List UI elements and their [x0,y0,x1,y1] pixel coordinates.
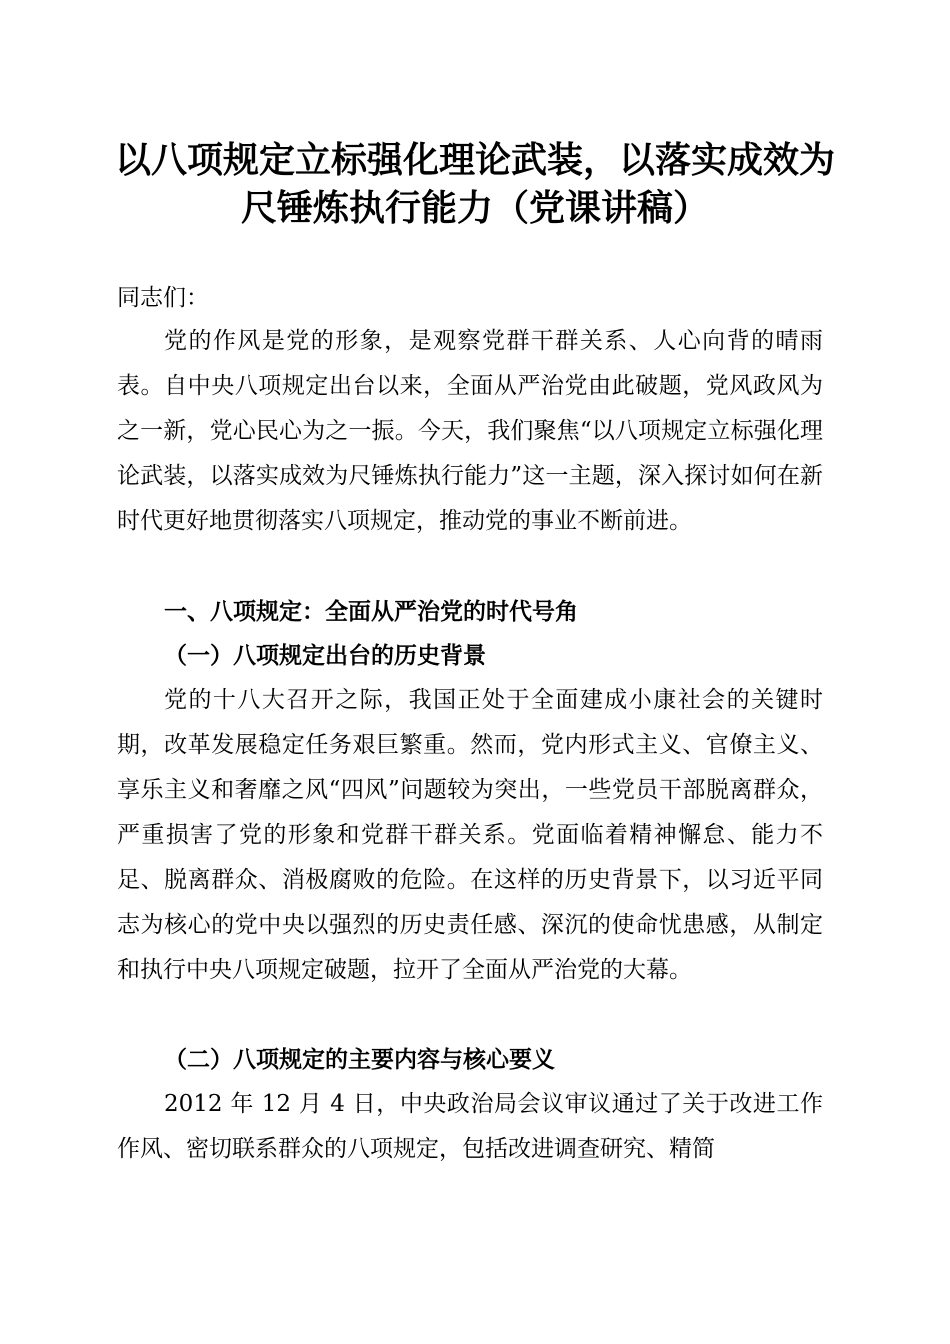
subsection-heading-1: （一）八项规定出台的历史背景 [164,642,486,669]
subsection-heading-2: （二）八项规定的主要内容与核心要义 [164,1046,555,1073]
paragraph-history: 党的十八大召开之际，我国正处于全面建成小康社会的关键时期，改革发展稳定任务艰巨繁重。然而，党内形式主义、官僚主义、享乐主义和奢靡之风“四风”问题较为突出，一些党员干部脱离群众，严重损害了党的形象和党群干群关系。党面临着精神懈怠、能力不足、脱离群众、消极腐败的危险。在这样的历史背景下，以习近平同志为核心的党中央以强烈的历史责任感、深沉的使命忧患感，从制定和执行中央八项规定破题，拉开了全面从严治党的大幕。 [117,687,823,983]
paragraph-content: 2012 年 12 月 4 日，中央政治局会议审议通过了关于改进工作作风、密切联系群众的八项规定，包括改进调查研究、精简 [117,1091,823,1162]
document-title-line-1: 以八项规定立标强化理论武装，以落实成效为 [114,139,835,181]
paragraph-intro: 党的作风是党的形象，是观察党群干群关系、人心向背的晴雨表。自中央八项规定出台以来，全面从严治党由此破题，党风政风为之一新，党心民心为之一振。今天，我们聚焦“以八项规定立标强化理论武装，以落实成效为尺锤炼执行能力”这一主题，深入探讨如何在新时代更好地贯彻落实八项规定，推动党的事业不断前进。 [117,328,823,534]
document-title-line-2: 尺锤炼执行能力（党课讲稿） [240,187,709,229]
greeting: 同志们： [117,285,209,311]
section-heading-1: 一、八项规定：全面从严治党的时代号角 [164,599,578,625]
